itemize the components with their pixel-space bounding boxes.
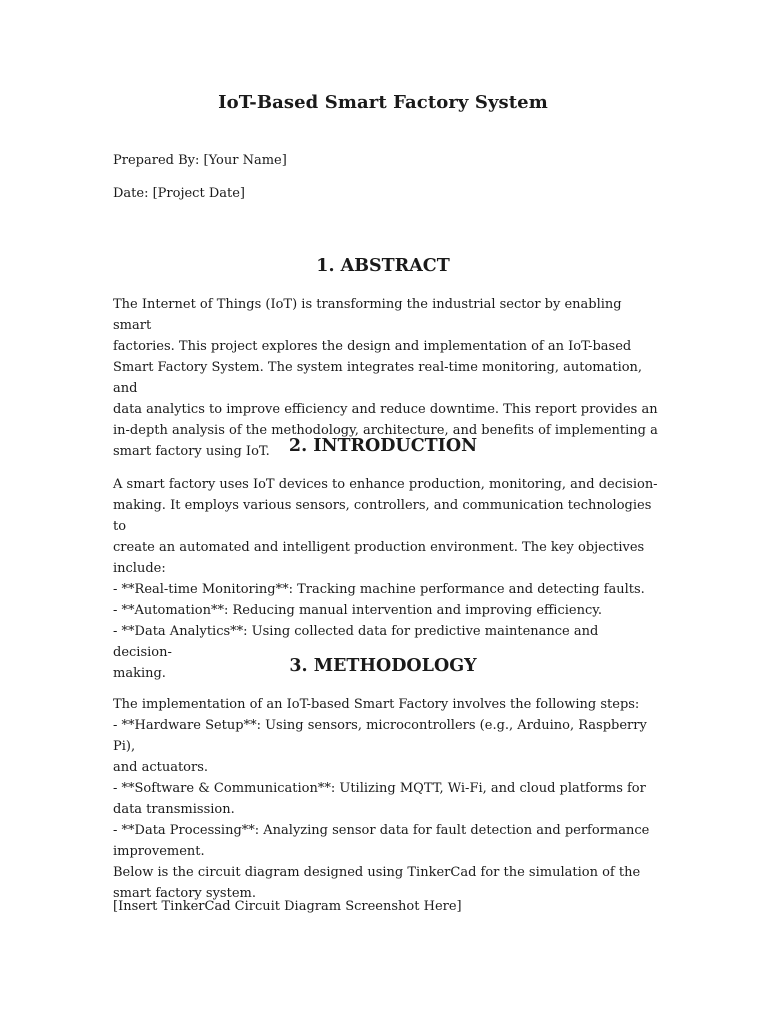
date-line: Date: [Project Date] [113,186,245,201]
circuit-diagram-placeholder: [Insert TinkerCad Circuit Diagram Screenshot Here] [113,899,462,914]
abstract-heading: 1. ABSTRACT [316,256,450,276]
prepared-by-line: Prepared By: [Your Name] [113,153,287,168]
abstract-body: The Internet of Things (IoT) is transforming the industrial sector by enabling smart factories. This project explores the design and implementation of an IoT-based Smart Factory System. The system integrates real-time monitoring, automation, and data analytics to improve efficiency and reduce downtime. This report provides an in-depth analysis of the methodology, architecture, and benefits of implementing a smart factory using IoT. [113,297,658,459]
document-title: IoT-Based Smart Factory System [218,92,548,113]
methodology-heading: 3. METHODOLOGY [289,656,477,676]
methodology-body: The implementation of an IoT-based Smart Factory involves the following steps: - **Hardware Setup**: Using sensors, microcontrollers (e.g., Arduino, Raspberry Pi), and actuators. - **Software & Communication**: Utilizing MQTT, Wi-Fi, and cloud platforms for data transmission. - **Data Processing**: Analyzing sensor data for fault detection and performance improvement. Below is the circuit diagram designed using TinkerCad for the simulation of the smart factory system. [113,697,650,901]
introduction-heading: 2. INTRODUCTION [288,436,478,456]
introduction-body: A smart factory uses IoT devices to enhance production, monitoring, and decision- making. It employs various sensors, controllers, and communication technologies to create an automated and intelligent production environment. The key objectives include: - **Real-time Monitoring**: Tracking machine performance and detecting faults. - **Automation**: Reducing manual intervention and improving efficiency. - **Data Analytics**: Using collected data for predictive maintenance and decision- making. [113,477,658,681]
